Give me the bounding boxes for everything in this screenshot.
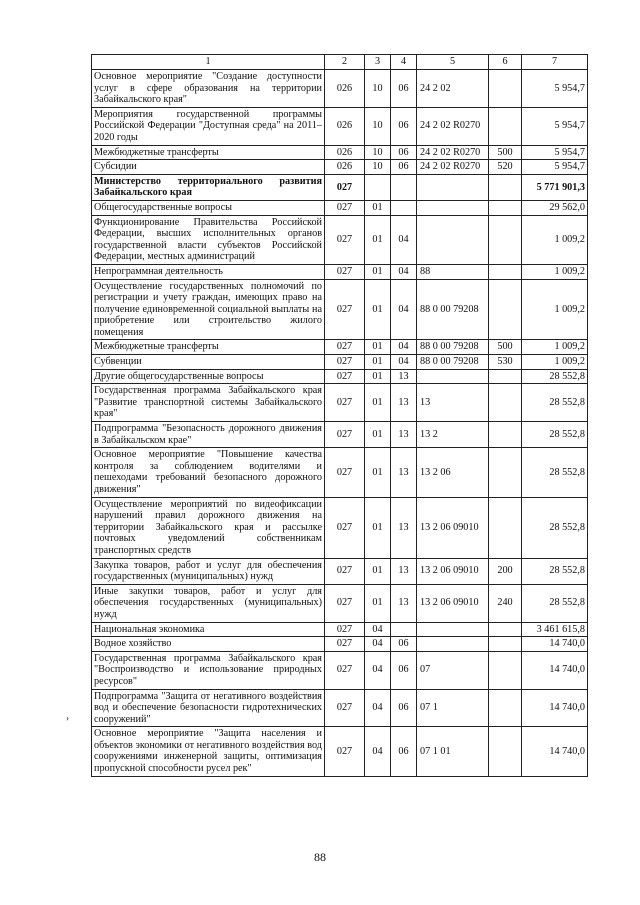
cell-subsection: 13	[391, 448, 417, 497]
cell-expense-type	[489, 264, 522, 279]
table-row	[92, 584, 588, 622]
header-cell-2: 2	[325, 55, 365, 70]
cell-target-article: 88	[417, 264, 489, 279]
cell-target-article: 88 0 00 79208	[417, 355, 489, 370]
cell-amount: 1 009,2	[522, 215, 588, 264]
cell-name: Подпрограмма "Защита от негативного воздействия вод и обеспечение безопасности гидротехнических сооружений"	[92, 689, 325, 727]
cell-subsection: 06	[391, 70, 417, 108]
cell-admin-code: 027	[325, 200, 365, 215]
table-row	[92, 160, 588, 175]
table-header-row	[92, 55, 588, 70]
cell-amount: 14 740,0	[522, 651, 588, 689]
cell-expense-type	[489, 200, 522, 215]
table-row	[92, 422, 588, 448]
cell-section: 04	[365, 637, 391, 652]
cell-amount: 5 954,7	[522, 145, 588, 160]
cell-section: 01	[365, 279, 391, 340]
table-row	[92, 145, 588, 160]
cell-expense-type	[489, 448, 522, 497]
cell-admin-code: 027	[325, 689, 365, 727]
cell-name: Государственная программа Забайкальского края "Развитие транспортной системы Забайкальского края"	[92, 384, 325, 422]
cell-subsection: 04	[391, 264, 417, 279]
cell-target-article: 13 2 06 09010	[417, 497, 489, 558]
cell-target-article: 88 0 00 79208	[417, 340, 489, 355]
cell-expense-type	[489, 689, 522, 727]
cell-amount: 29 562,0	[522, 200, 588, 215]
cell-admin-code: 027	[325, 174, 365, 200]
cell-section: 01	[365, 422, 391, 448]
cell-admin-code: 026	[325, 70, 365, 108]
cell-expense-type	[489, 727, 522, 776]
cell-amount: 5 954,7	[522, 70, 588, 108]
cell-admin-code: 027	[325, 651, 365, 689]
cell-target-article: 88 0 00 79208	[417, 279, 489, 340]
cell-amount: 28 552,8	[522, 584, 588, 622]
cell-section: 01	[365, 558, 391, 584]
header-cell-7: 7	[522, 55, 588, 70]
cell-target-article	[417, 369, 489, 384]
cell-section: 04	[365, 622, 391, 637]
cell-expense-type: 500	[489, 340, 522, 355]
header-cell-6: 6	[489, 55, 522, 70]
cell-amount: 14 740,0	[522, 689, 588, 727]
cell-admin-code: 026	[325, 145, 365, 160]
cell-amount: 28 552,8	[522, 448, 588, 497]
cell-subsection: 06	[391, 637, 417, 652]
cell-name: Национальная экономика	[92, 622, 325, 637]
cell-name: Подпрограмма "Безопасность дорожного движения в Забайкальском крае"	[92, 422, 325, 448]
cell-admin-code: 027	[325, 584, 365, 622]
header-cell-1: 1	[92, 55, 325, 70]
cell-section: 01	[365, 369, 391, 384]
cell-section: 01	[365, 355, 391, 370]
cell-expense-type	[489, 622, 522, 637]
cell-expense-type	[489, 637, 522, 652]
cell-name: Мероприятия государственной программы Российской Федерации "Доступная среда" на 2011–2020 годы	[92, 107, 325, 145]
cell-expense-type	[489, 70, 522, 108]
margin-mark: ›	[66, 713, 69, 723]
cell-section: 10	[365, 160, 391, 175]
table-row	[92, 448, 588, 497]
cell-subsection: 04	[391, 215, 417, 264]
table-row	[92, 727, 588, 776]
cell-amount: 28 552,8	[522, 558, 588, 584]
cell-expense-type	[489, 107, 522, 145]
cell-section: 01	[365, 340, 391, 355]
cell-name: Иные закупки товаров, работ и услуг для обеспечения государственных (муниципальных) нужд	[92, 584, 325, 622]
cell-target-article: 13 2 06 09010	[417, 584, 489, 622]
cell-section: 10	[365, 107, 391, 145]
cell-name: Общегосударственные вопросы	[92, 200, 325, 215]
cell-subsection: 04	[391, 279, 417, 340]
cell-subsection: 13	[391, 422, 417, 448]
cell-target-article: 07 1	[417, 689, 489, 727]
cell-subsection: 06	[391, 107, 417, 145]
header-cell-5: 5	[417, 55, 489, 70]
cell-name: Межбюджетные трансферты	[92, 340, 325, 355]
header-cell-3: 3	[365, 55, 391, 70]
cell-subsection: 04	[391, 340, 417, 355]
cell-subsection: 13	[391, 369, 417, 384]
cell-section: 01	[365, 584, 391, 622]
table-row	[92, 70, 588, 108]
cell-section	[365, 174, 391, 200]
cell-name: Осуществление государственных полномочий по регистрации и учету граждан, имеющих право на получение единовременной социальной выплаты на приобретение или строительство жилого помещения	[92, 279, 325, 340]
cell-admin-code: 027	[325, 384, 365, 422]
cell-admin-code: 027	[325, 637, 365, 652]
cell-subsection: 06	[391, 160, 417, 175]
table-row	[92, 558, 588, 584]
cell-name: Другие общегосударственные вопросы	[92, 369, 325, 384]
cell-admin-code: 027	[325, 422, 365, 448]
cell-expense-type	[489, 369, 522, 384]
cell-target-article: 13 2 06 09010	[417, 558, 489, 584]
cell-expense-type	[489, 174, 522, 200]
cell-amount: 1 009,2	[522, 264, 588, 279]
table-row	[92, 622, 588, 637]
cell-admin-code: 027	[325, 727, 365, 776]
cell-section: 01	[365, 264, 391, 279]
cell-subsection: 13	[391, 558, 417, 584]
cell-expense-type	[489, 384, 522, 422]
cell-target-article	[417, 215, 489, 264]
cell-section: 01	[365, 215, 391, 264]
cell-admin-code: 027	[325, 340, 365, 355]
table-row	[92, 174, 588, 200]
cell-target-article: 24 2 02 R0270	[417, 107, 489, 145]
cell-amount: 28 552,8	[522, 497, 588, 558]
cell-target-article: 13 2 06	[417, 448, 489, 497]
cell-admin-code: 026	[325, 160, 365, 175]
table-row	[92, 107, 588, 145]
cell-expense-type	[489, 215, 522, 264]
cell-amount: 1 009,2	[522, 355, 588, 370]
cell-admin-code: 027	[325, 355, 365, 370]
cell-name: Межбюджетные трансферты	[92, 145, 325, 160]
cell-amount: 28 552,8	[522, 384, 588, 422]
cell-name: Основное мероприятие "Повышение качества контроля за соблюдением водителями и пешеходами требований безопасного дорожного движения"	[92, 448, 325, 497]
cell-subsection: 13	[391, 584, 417, 622]
cell-target-article	[417, 637, 489, 652]
cell-subsection: 13	[391, 384, 417, 422]
cell-name: Функционирование Правительства Российской Федерации, высших исполнительных органов государственной власти субъектов Российской Федерации, местных администраций	[92, 215, 325, 264]
cell-admin-code: 026	[325, 107, 365, 145]
cell-subsection: 06	[391, 145, 417, 160]
cell-subsection: 06	[391, 727, 417, 776]
cell-expense-type	[489, 651, 522, 689]
cell-admin-code: 027	[325, 279, 365, 340]
cell-amount: 5 954,7	[522, 160, 588, 175]
table-row	[92, 637, 588, 652]
table-row	[92, 340, 588, 355]
table-row	[92, 279, 588, 340]
cell-subsection: 04	[391, 355, 417, 370]
cell-admin-code: 027	[325, 622, 365, 637]
cell-target-article	[417, 200, 489, 215]
cell-admin-code: 027	[325, 558, 365, 584]
page-number: 88	[314, 850, 326, 864]
cell-subsection: 13	[391, 497, 417, 558]
cell-name: Водное хозяйство	[92, 637, 325, 652]
table-row	[92, 497, 588, 558]
cell-target-article	[417, 174, 489, 200]
table-row	[92, 651, 588, 689]
cell-section: 01	[365, 448, 391, 497]
cell-target-article	[417, 622, 489, 637]
cell-amount: 5 771 901,3	[522, 174, 588, 200]
cell-expense-type	[489, 422, 522, 448]
cell-expense-type	[489, 497, 522, 558]
cell-target-article: 13 2	[417, 422, 489, 448]
cell-section: 01	[365, 497, 391, 558]
cell-subsection: 06	[391, 651, 417, 689]
cell-subsection	[391, 200, 417, 215]
cell-subsection	[391, 622, 417, 637]
cell-amount: 28 552,8	[522, 369, 588, 384]
table-row	[92, 355, 588, 370]
cell-target-article: 24 2 02	[417, 70, 489, 108]
cell-expense-type: 200	[489, 558, 522, 584]
cell-section: 01	[365, 384, 391, 422]
cell-name: Осуществление мероприятий по видеофиксации нарушений правил дорожного движения на территории Забайкальского края и рассылке почтовых уведомлений собственникам транспортных средств	[92, 497, 325, 558]
cell-target-article: 24 2 02 R0270	[417, 160, 489, 175]
cell-subsection	[391, 174, 417, 200]
cell-amount: 14 740,0	[522, 637, 588, 652]
cell-section: 04	[365, 727, 391, 776]
cell-expense-type: 530	[489, 355, 522, 370]
cell-section: 04	[365, 689, 391, 727]
cell-expense-type: 500	[489, 145, 522, 160]
cell-name: Субвенции	[92, 355, 325, 370]
cell-target-article: 07	[417, 651, 489, 689]
cell-amount: 3 461 615,8	[522, 622, 588, 637]
cell-expense-type: 240	[489, 584, 522, 622]
cell-amount: 1 009,2	[522, 279, 588, 340]
cell-amount: 1 009,2	[522, 340, 588, 355]
cell-amount: 28 552,8	[522, 422, 588, 448]
cell-target-article: 24 2 02 R0270	[417, 145, 489, 160]
table-row	[92, 689, 588, 727]
cell-amount: 14 740,0	[522, 727, 588, 776]
cell-amount: 5 954,7	[522, 107, 588, 145]
cell-admin-code: 027	[325, 369, 365, 384]
table-row	[92, 215, 588, 264]
cell-name: Основное мероприятие "Создание доступности услуг в сфере образования на территории Забайкальского края"	[92, 70, 325, 108]
table-row	[92, 369, 588, 384]
cell-section: 10	[365, 145, 391, 160]
cell-admin-code: 027	[325, 448, 365, 497]
cell-admin-code: 027	[325, 497, 365, 558]
cell-expense-type: 520	[489, 160, 522, 175]
cell-name: Основное мероприятие "Защита населения и объектов экономики от негативного воздействия вод сооружениями инженерной защиты, оптимизация пропускной способности русел рек"	[92, 727, 325, 776]
cell-name: Субсидии	[92, 160, 325, 175]
cell-name: Государственная программа Забайкальского края "Воспроизводство и использование природных ресурсов"	[92, 651, 325, 689]
cell-section: 04	[365, 651, 391, 689]
cell-expense-type	[489, 279, 522, 340]
cell-section: 10	[365, 70, 391, 108]
table-row	[92, 264, 588, 279]
header-cell-4: 4	[391, 55, 417, 70]
budget-table	[91, 54, 588, 777]
cell-admin-code: 027	[325, 264, 365, 279]
table-row	[92, 200, 588, 215]
cell-name: Закупка товаров, работ и услуг для обеспечения государственных (муниципальных) нужд	[92, 558, 325, 584]
table-row	[92, 384, 588, 422]
cell-admin-code: 027	[325, 215, 365, 264]
cell-name: Министерство территориального развития Забайкальского края	[92, 174, 325, 200]
cell-subsection: 06	[391, 689, 417, 727]
cell-section: 01	[365, 200, 391, 215]
cell-target-article: 07 1 01	[417, 727, 489, 776]
cell-name: Непрограммная деятельность	[92, 264, 325, 279]
cell-target-article: 13	[417, 384, 489, 422]
